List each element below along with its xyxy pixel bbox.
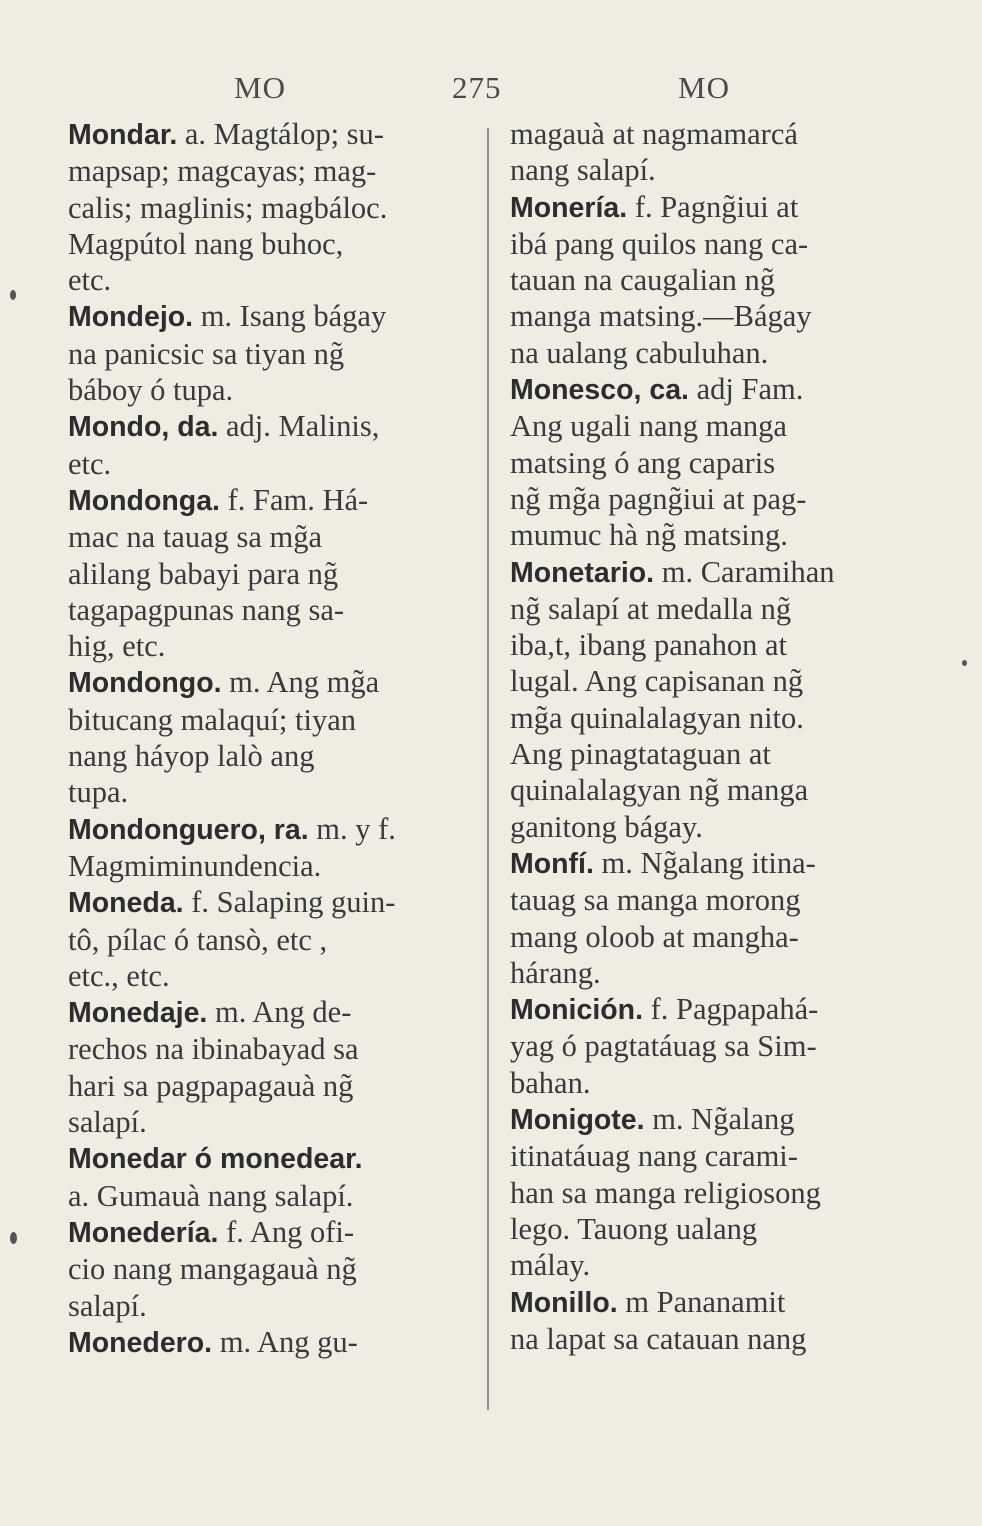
definition-text: tô, pílac ó tansò, etc , xyxy=(68,922,328,957)
entry-line xyxy=(68,1214,468,1251)
headword: Mondo, da. xyxy=(68,411,219,444)
dictionary-entry xyxy=(510,991,910,1101)
definition-text: ng̃ mg̃a pagng̃iui at pag- xyxy=(510,481,807,516)
entry-line xyxy=(510,1065,910,1101)
entry-line xyxy=(510,663,910,699)
dictionary-entry xyxy=(68,1324,468,1361)
definition-text: matsing ó ang caparis xyxy=(510,445,776,480)
right-column xyxy=(510,116,910,1357)
entry-line xyxy=(68,372,468,408)
definition-text: m. Ng̃alang xyxy=(644,1102,795,1137)
entry-line xyxy=(68,519,468,555)
definition-text: hárang. xyxy=(510,955,601,990)
dictionary-entry xyxy=(68,884,468,994)
definition-text: f. Pagpapahá- xyxy=(642,992,819,1027)
entry-line xyxy=(68,446,468,482)
definition-text: adj. Malinis, xyxy=(218,409,380,444)
definition-text: m. Ang mg̃a xyxy=(221,665,380,700)
definition-text: rechos na ibinabayad sa xyxy=(68,1032,359,1067)
entry-line xyxy=(68,336,468,372)
definition-text: manga matsing.—Bágay xyxy=(510,299,812,334)
definition-text: quinalalagyan ng̃ manga xyxy=(510,773,809,808)
headword: Monigote. xyxy=(510,1104,645,1137)
entry-line xyxy=(510,1321,910,1357)
definition-text: nang salapí. xyxy=(510,153,656,188)
entry-line xyxy=(510,1211,910,1247)
definition-text: tauag sa manga morong xyxy=(510,883,801,918)
definition-text: tagapagpunas nang sa- xyxy=(68,592,345,627)
entry-line xyxy=(510,371,910,408)
dictionary-entry xyxy=(68,1140,468,1214)
entry-line xyxy=(68,702,468,738)
entry-line xyxy=(510,408,910,444)
entry-line xyxy=(510,772,910,808)
definition-text: na lapat sa catauan nang xyxy=(510,1321,807,1356)
definition-text: bahan. xyxy=(510,1065,591,1100)
entry-line xyxy=(68,774,468,810)
dictionary-entry xyxy=(68,1214,468,1324)
entry-line xyxy=(68,958,468,994)
definition-text: calis; maglinis; magbáloc. xyxy=(68,190,388,225)
headword: Monería. xyxy=(510,191,628,224)
entry-line xyxy=(68,482,468,519)
definition-text: bitucang malaquí; tiyan xyxy=(68,702,356,737)
entry-line xyxy=(510,189,910,226)
dictionary-entry xyxy=(68,994,468,1140)
definition-text: m. Ang gu- xyxy=(212,1324,358,1359)
entry-line xyxy=(68,628,468,664)
definition-text: tupa. xyxy=(68,775,129,810)
definition-text: Magpútol nang buhoc, xyxy=(68,226,344,261)
definition-text: Magmiminundencia. xyxy=(68,848,322,883)
definition-text: mac na tauag sa mg̃a xyxy=(68,520,323,555)
definition-text: m. Ang de- xyxy=(207,995,352,1030)
definition-text: báboy ó tupa. xyxy=(68,373,234,408)
entry-line xyxy=(510,736,910,772)
left-column xyxy=(68,116,468,1361)
definition-text: adj Fam. xyxy=(688,372,804,407)
entry-line xyxy=(510,298,910,334)
entry-line xyxy=(510,445,910,481)
headword: Mondar. xyxy=(68,119,178,151)
definition-text: a. Magtálop; su- xyxy=(177,117,384,151)
headword: Monesco, ca. xyxy=(510,374,689,407)
definition-text: na ualang cabuluhan. xyxy=(510,335,769,370)
headword: Monetario. xyxy=(510,556,655,589)
definition-text: salapí. xyxy=(68,1105,147,1140)
definition-text: f. Ang ofi- xyxy=(218,1214,354,1249)
definition-text: mapsap; magcayas; mag- xyxy=(68,154,377,189)
definition-text: iba,t, ibang panahon at xyxy=(510,628,787,663)
page-header xyxy=(0,70,982,120)
entry-line xyxy=(510,1247,910,1283)
definition-text: lego. Tauong ualang xyxy=(510,1211,758,1246)
entry-line xyxy=(510,1101,910,1138)
entry-line xyxy=(68,262,468,298)
headword: Monedero. xyxy=(68,1326,213,1359)
entry-line xyxy=(68,1140,468,1177)
entry-line xyxy=(510,809,910,845)
dictionary-entry xyxy=(510,371,910,553)
dictionary-entry xyxy=(510,1101,910,1283)
entry-line xyxy=(68,298,468,335)
headword: Mondongo. xyxy=(68,667,222,700)
definition-text: nang háyop lalò ang xyxy=(68,739,315,774)
definition-text: lugal. Ang capisanan ng̃ xyxy=(510,664,804,699)
dictionary-entry xyxy=(68,298,468,408)
entry-line xyxy=(510,226,910,262)
definition-text: f. Fam. Há- xyxy=(219,482,369,517)
entry-line xyxy=(68,1031,468,1067)
definition-text: Ang pinagtataguan at xyxy=(510,737,771,772)
running-head-right: MO xyxy=(678,70,730,105)
headword: Monición. xyxy=(510,994,643,1027)
definition-text: cio nang mangagauà ng̃ xyxy=(68,1252,357,1287)
entry-line xyxy=(68,408,468,445)
headword: Monedaje. xyxy=(68,997,208,1030)
headword: Mondejo. xyxy=(68,301,194,334)
entry-line xyxy=(68,190,468,226)
definition-text: málay. xyxy=(510,1248,591,1283)
entry-line xyxy=(68,1324,468,1361)
definition-text: hig, etc. xyxy=(68,629,166,664)
headword: Monedería. xyxy=(68,1216,219,1249)
dictionary-entry xyxy=(510,189,910,371)
entry-line xyxy=(510,882,910,918)
dictionary-entry xyxy=(68,482,468,664)
print-speck xyxy=(10,290,16,300)
definition-text: m. Caramihan xyxy=(654,554,835,589)
definition-text: salapí. xyxy=(68,1288,147,1323)
entry-line xyxy=(68,1068,468,1104)
headword: Monfí. xyxy=(510,847,594,880)
entry-line xyxy=(510,991,910,1028)
definition-text: alilang babayi para ng̃ xyxy=(68,556,339,591)
definition-text: mg̃a quinalalagyan nito. xyxy=(510,700,804,735)
entry-line xyxy=(510,1138,910,1174)
entry-line xyxy=(510,700,910,736)
entry-line xyxy=(510,152,910,188)
entry-line xyxy=(68,153,468,189)
dictionary-entry xyxy=(510,1284,910,1358)
dictionary-entry xyxy=(68,408,468,482)
dictionary-entry xyxy=(510,845,910,991)
entry-line xyxy=(510,481,910,517)
entry-line xyxy=(68,994,468,1031)
definition-text: yag ó pagtatáuag sa Sim- xyxy=(510,1029,817,1064)
definition-text: magauà at nagmamarcá xyxy=(510,117,798,151)
entry-line xyxy=(68,848,468,884)
definition-text: tauan na caugalian ng̃ xyxy=(510,263,776,298)
definition-text: etc. xyxy=(68,446,112,481)
dictionary-entry xyxy=(510,554,910,845)
entry-line xyxy=(510,919,910,955)
headword: Monedar ó monedear. xyxy=(68,1143,363,1176)
headword: Mondonga. xyxy=(68,484,220,517)
definition-text: ibá pang quilos nang ca- xyxy=(510,226,809,261)
entry-line xyxy=(510,845,910,882)
definition-text: ganitong bágay. xyxy=(510,809,703,844)
entry-line xyxy=(510,1175,910,1211)
definition-text: mumuc hà ng̃ matsing. xyxy=(510,518,788,553)
definition-text: f. Salaping guin- xyxy=(183,885,396,920)
entry-line xyxy=(510,1284,910,1321)
print-speck xyxy=(10,1232,17,1244)
dictionary-entry xyxy=(510,116,910,189)
column-rule xyxy=(487,128,489,1410)
definition-text: a. Gumauà nang salapí. xyxy=(68,1178,354,1213)
entry-line xyxy=(510,517,910,553)
definition-text: f. Pagng̃iui at xyxy=(627,189,799,224)
definition-text: etc., etc. xyxy=(68,958,170,993)
entry-line xyxy=(510,262,910,298)
entry-line xyxy=(510,1028,910,1064)
headword: Monillo. xyxy=(510,1286,618,1319)
entry-line xyxy=(510,554,910,591)
definition-text: m. Ng̃alang itina- xyxy=(593,845,816,880)
running-head-left: MO xyxy=(234,70,286,105)
entry-line xyxy=(68,556,468,592)
entry-line xyxy=(510,627,910,663)
entry-line xyxy=(68,116,468,153)
definition-text: hari sa pagpapagauà ng̃ xyxy=(68,1068,354,1103)
entry-line xyxy=(68,592,468,628)
dictionary-entry xyxy=(68,664,468,810)
page-number: 275 xyxy=(452,70,502,105)
entry-line xyxy=(68,226,468,262)
entry-line xyxy=(68,1104,468,1140)
definition-text: m. y f. xyxy=(308,811,396,846)
entry-line xyxy=(68,1178,468,1214)
dictionary-entry xyxy=(68,811,468,885)
print-speck xyxy=(962,660,967,666)
definition-text: na panicsic sa tiyan ng̃ xyxy=(68,336,345,371)
headword: Mondonguero, ra. xyxy=(68,813,309,846)
definition-text: mang oloob at mangha- xyxy=(510,919,799,954)
definition-text: Ang ugali nang manga xyxy=(510,409,787,444)
entry-line xyxy=(510,335,910,371)
definition-text: m. Isang bágay xyxy=(193,299,387,334)
entry-line xyxy=(68,811,468,848)
entry-line xyxy=(68,664,468,701)
headword: Moneda. xyxy=(68,887,184,920)
entry-line xyxy=(68,922,468,958)
entry-line xyxy=(510,955,910,991)
dictionary-entry xyxy=(68,116,468,298)
entry-line xyxy=(510,591,910,627)
entry-line xyxy=(68,738,468,774)
definition-text: ng̃ salapí at medalla ng̃ xyxy=(510,591,792,626)
definition-text: han sa manga religiosong xyxy=(510,1175,821,1210)
definition-text: etc. xyxy=(68,263,112,298)
entry-line xyxy=(510,116,910,152)
definition-text: itinatáuag nang carami- xyxy=(510,1139,798,1174)
entry-line xyxy=(68,1288,468,1324)
definition-text: m Pananamit xyxy=(617,1284,786,1319)
entry-line xyxy=(68,1251,468,1287)
entry-line xyxy=(68,884,468,921)
